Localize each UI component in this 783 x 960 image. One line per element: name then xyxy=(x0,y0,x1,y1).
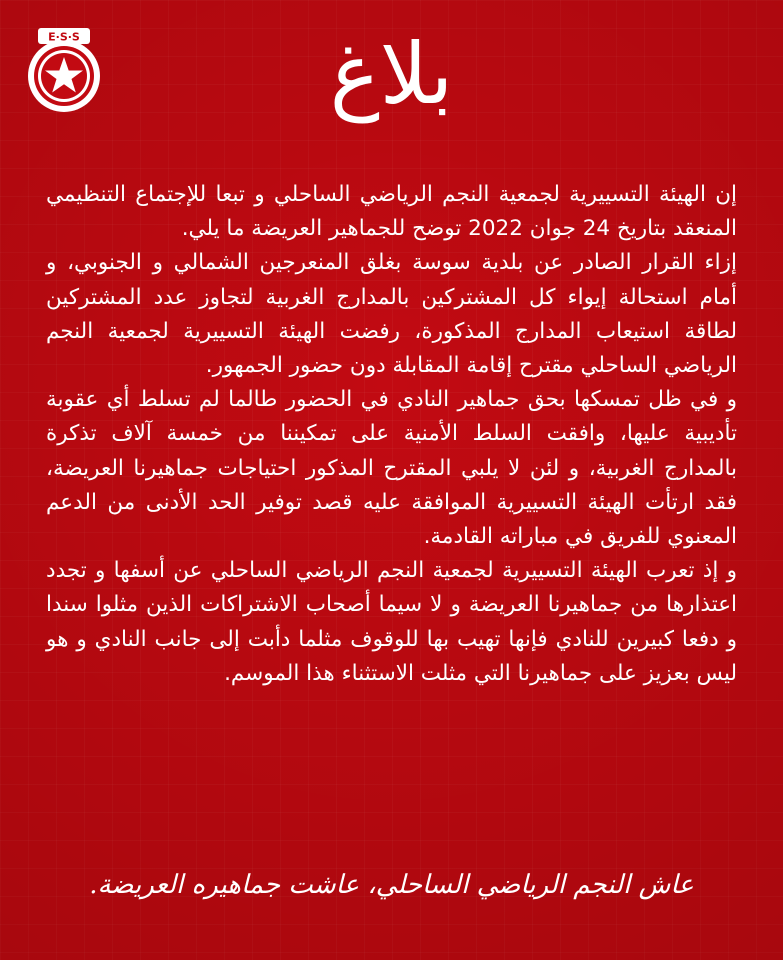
paragraph-refusal: إزاء القرار الصادر عن بلدية سوسة بغلق المنعرجين الشمالي و الجنوبي، و أمام استحالة إيواء كل المشتركين بالمدارج الغربية لتجاوز عدد المشتركين لطاقة استيعاب المدارج المذكورة، رفضت الهيئة التسييرية لجمعية النجم الرياضي الساحلي مقترح إقامة المقابلة دون حضور الجمهور. xyxy=(46,250,737,379)
paragraph-apology: و إذ تعرب الهيئة التسييرية لجمعية النجم الرياضي الساحلي عن أسفها و تجدد اعتذارها من جماهيرنا العريضة و لا سيما أصحاب الاشتراكات الذين مثلوا سندا و دفعا كبيرين للنادي فإنها تهيب بها للوقوف مثلما دأبت إلى جانب النادي و هو ليس بعزيز على جماهيرنا التي مثلت الاستثناء هذا الموسم. xyxy=(46,558,737,686)
logo-text: E·S·S xyxy=(48,30,80,44)
closing-signature: عاش النجم الرياضي الساحلي، عاشت جماهيره العريضة. xyxy=(89,870,694,900)
announcement-body xyxy=(46,178,737,691)
paragraph-tickets: و في ظل تمسكها بحق جماهير النادي في الحضور طالما لم تسلط أي عقوبة تأديبية عليها، وافقت السلط الأمنية على تمكيننا من خمسة آلاف تذكرة بالمدارج الغربية، و لئن لا يلبي المقترح المذكور احتياجات جماهيرنا العريضة، فقد ارتأت الهيئة التسييرية الموافقة عليه قصد توفير الحد الأدنى من الدعم المعنوي للفريق في مباراته القادمة. xyxy=(46,387,737,550)
announcement-title: بلاغ xyxy=(329,25,454,123)
paragraph-intro: إن الهيئة التسييرية لجمعية النجم الرياضي الساحلي و تبعا للإجتماع التنظيمي المنعقد بتاريخ 24 جوان 2022 توضح للجماهير العريضة ما يلي. xyxy=(46,182,737,242)
